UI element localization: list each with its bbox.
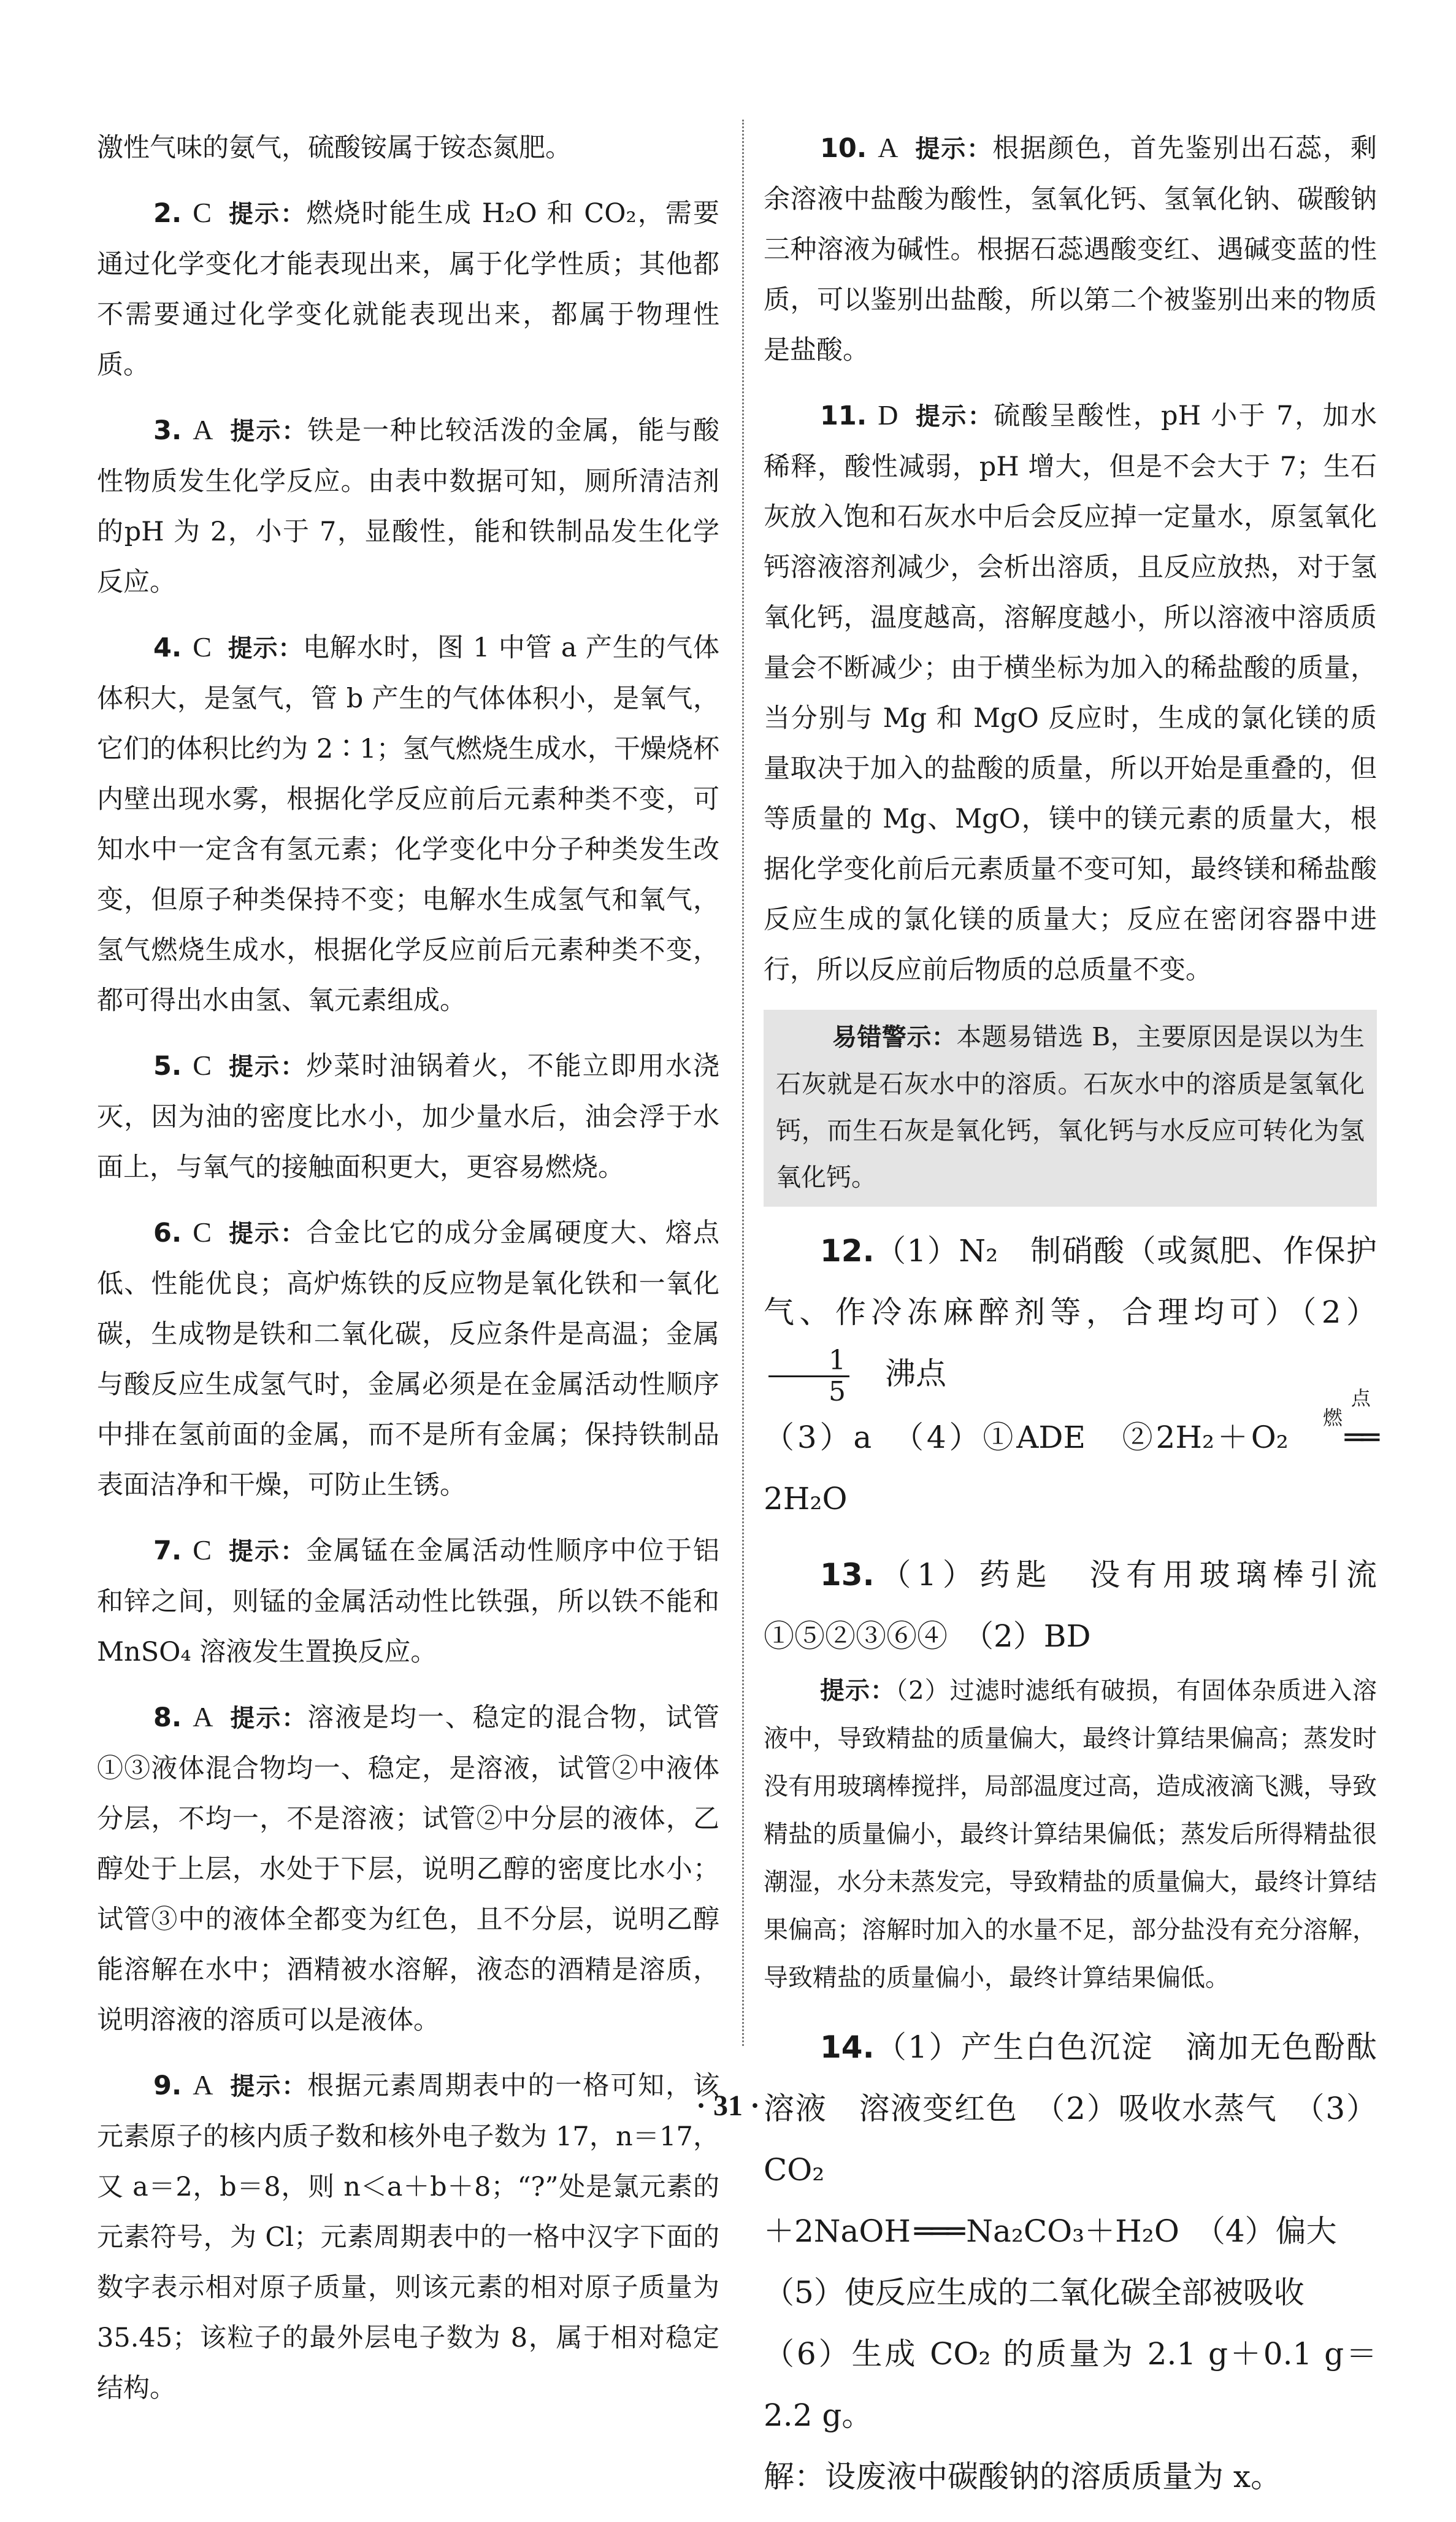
equals-sign: ═══: [914, 2213, 963, 2249]
answer-13: 13.（1）药匙 没有用玻璃棒引流 ①⑤②③⑥④ （2）BD: [764, 1556, 1408, 1654]
left-column: [97, 123, 719, 2428]
answer-9: 9. A 提示：根据元素周期表中的一格可知，该元素原子的核内质子数和核外电子数为 17，n＝17，又 a＝2，b＝8，则 n＜a＋b＋8；“?”处是氯元素的元素符号，为 Cl；元素周期表中的一格中汉字下面的数字表示相对原子质量，则该元素的相对原子质量为 35.45；该粒子的最外层电子数为 8，属于相对稳定结构。: [97, 2069, 720, 2404]
common-mistake-box: [764, 1010, 1377, 1207]
paragraph-continuation: 激性气味的氨气，硫酸铵属于铵态氮肥。: [97, 133, 572, 163]
answer-5: 5. C 提示：炒菜时油锅着火，不能立即用水浇灭，因为油的密度比水小，加少量水后，油会浮于水面上，与氧气的接触面积更大，更容易燃烧。: [97, 1050, 720, 1183]
answer-11: 11. D 提示：硫酸呈酸性，pH 小于 7，加水稀释，酸性减弱，pH 增大，但是不会大于 7；生石灰放入饱和石灰水中后会反应掉一定量水，原氢氧化钙溶液溶剂减少，会析出溶质，且反应放热，对于氢氧化钙，温度越高，溶解度越小，所以溶液中溶质质量会不断减少；由于横坐标为加入的稀盐酸的质量，当分别与 Mg 和 MgO 反应时，生成的氯化镁的质量取决于加入的盐酸的质量，所以开始是重叠的，但等质量的 Mg、MgO，镁中的镁元素的质量大，根据化学变化前后元素质量不变可知，最终镁和稀盐酸反应生成的氯化镁的质量大；反应在密闭容器中进行，所以反应前后物质的总质量不变。: [764, 399, 1377, 985]
answer-2: 2. C 提示：燃烧时能生成 H₂O 和 CO₂，需要通过化学变化才能表现出来，属于化学性质；其他都不需要通过化学变化就能表现出来，都属于物理性质。: [97, 197, 719, 380]
answer-14: 14.（1）产生白色沉淀 滴加无色酚酞溶液 溶液变红色 （2）吸收水蒸气 （3）CO₂ ＋2NaOH ═══ Na₂CO₃＋H₂O （4）偏大: [764, 2029, 1377, 2249]
answer-8: 8. A 提示：溶液是均一、稳定的混合物，试管①③液体混合物均一、稳定，是溶液，试管②中液体分层，不均一，不是溶液；试管②中分层的液体，乙醇处于上层，水处于下层，说明乙醇的密度比水小；试管③中的液体全都变为红色，且不分层，说明乙醇能溶解在水中；酒精被水溶解，液态的酒精是溶质，说明溶液的溶质可以是液体。: [97, 1701, 720, 2036]
common-mistake-note: 易错警示：本题易错选 B，主要原因是误以为生石灰就是石灰水中的溶质。石灰水中的溶质是氢氧化钙，而生石灰是氧化钙，氧化钙与水反应可转化为氢氧化钙。: [776, 1022, 1365, 1192]
answer-7: 7. C 提示：金属锰在金属活动性顺序中位于铝和锌之间，则锰的金属活动性比铁强，所以铁不能和MnSO₄ 溶液发生置换反应。: [97, 1534, 720, 1667]
page-number: · 31 ·: [695, 2089, 760, 2122]
answer-13-hint: 提示：（2）过滤时滤纸有破损，有固体杂质进入溶液中，导致精盐的质量偏大，最终计算结果偏高；蒸发时没有用玻璃棒搅拌，局部温度过高，造成液滴飞溅，导致精盐的质量偏小，最终计算结果偏低；蒸发后所得精盐很潮湿，水分未蒸发完，导致精盐的质量偏大，最终计算结果偏高；溶解时加入的水量不足，部分盐没有充分溶解，导致精盐的质量偏小，最终计算结果偏低。: [764, 1676, 1377, 1992]
answer-14-solution: 解：设废液中碳酸钠的溶质质量为 x。: [764, 2458, 1282, 2494]
answer-3: 3. A 提示：铁是一种比较活泼的金属，能与酸性物质发生化学反应。由表中数据可知，厕所清洁剂的pH 为 2，小于 7，显酸性，能和铁制品发生化学反应。: [97, 414, 720, 598]
fraction-one-fifth: $\frac{1}{5}$: [768, 1346, 849, 1407]
column-divider: [742, 120, 744, 2046]
answer-14-part6: （6）生成 CO₂ 的质量为 2.1 g＋0.1 g＝2.2 g。: [764, 2336, 1377, 2433]
right-column: [764, 123, 1408, 2522]
answer-14-part5: （5）使反应生成的二氧化碳全部被吸收: [764, 2274, 1305, 2310]
answer-4: 4. C 提示：电解水时，图 1 中管 a 产生的气体体积大，是氢气，管 b 产生的气体体积小，是氧气，它们的体积比约为 2∶1；氢气燃烧生成水，干燥烧杯内壁出现水雾，根据化学反应前后元素种类不变，可知水中一定含有氢元素；化学变化中分子种类发生改变，但原子种类保持不变；电解水生成氢气和氧气，氢气燃烧生成水，根据化学反应前后元素种类不变，都可得出水由氢、氧元素组成。: [97, 631, 719, 1016]
answer-12: 12.（1）N₂ 制硝酸（或氮肥、作保护气、作冷冻麻醉剂等，合理均可）（2） $\frac{1}{5}$ 沸点 （3）a （4）①ADE ②2H₂＋O₂ 点燃 ══2H₂O: [764, 1233, 1377, 1517]
reaction-condition-equals: 点燃 ══: [1322, 1386, 1377, 1455]
answer-6: 6. C 提示：合金比它的成分金属硬度大、熔点低、性能优良；高炉炼铁的反应物是氧化铁和一氧化碳，生成物是铁和二氧化碳，反应条件是高温；金属与酸反应生成氢气时，金属必须是在金属活动性顺序中排在氢前面的金属，而不是所有金属；保持铁制品表面洁净和干燥，可防止生锈。: [97, 1217, 720, 1501]
answer-10: 10. A 提示：根据颜色，首先鉴别出石蕊，剩余溶液中盐酸为酸性，氢氧化钙、氢氧化钠、碳酸钠三种溶液为碱性。根据石蕊遇酸变红、遇碱变蓝的性质，可以鉴别出盐酸，所以第二个被鉴别出来的物质是盐酸。: [764, 132, 1377, 366]
